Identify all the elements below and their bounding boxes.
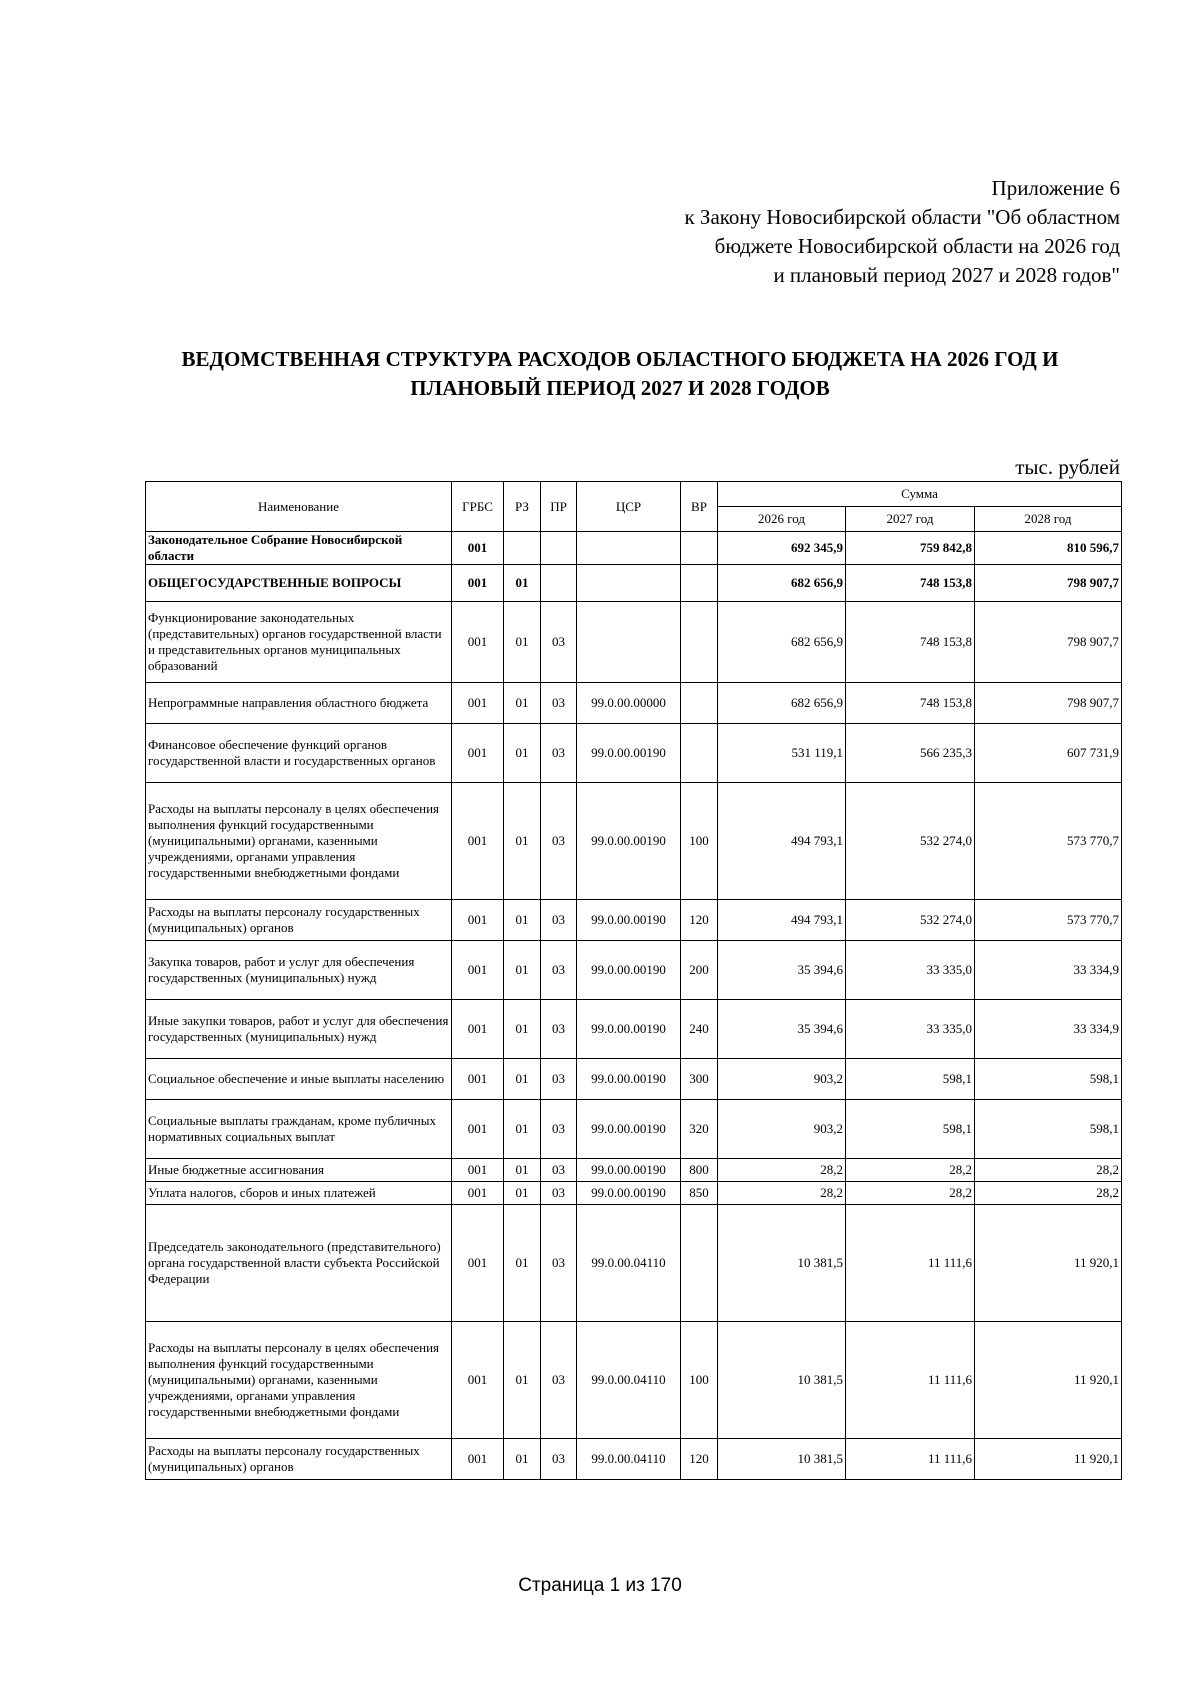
row-pr-cell: 03 [541,941,577,1000]
row-amount-2028-cell: 11 920,1 [975,1205,1122,1322]
row-grbs-cell: 001 [452,1205,504,1322]
units-label: тыс. рублей [1015,455,1120,479]
row-amount-2027-cell: 566 235,3 [846,724,975,783]
row-amount-2027-cell: 748 153,8 [846,683,975,724]
row-rz-cell: 01 [504,900,541,941]
row-pr-cell: 03 [541,1059,577,1100]
row-csr-cell [577,565,681,602]
row-grbs-cell: 001 [452,1182,504,1205]
row-grbs-cell: 001 [452,683,504,724]
row-amount-2027-cell: 759 842,8 [846,532,975,565]
row-rz-cell: 01 [504,783,541,900]
row-amount-2027-cell: 748 153,8 [846,565,975,602]
row-amount-2028-cell: 607 731,9 [975,724,1122,783]
row-amount-2026-cell: 10 381,5 [718,1322,846,1439]
row-grbs-cell: 001 [452,532,504,565]
row-amount-2026-cell: 10 381,5 [718,1205,846,1322]
row-grbs-cell: 001 [452,724,504,783]
row-csr-cell: 99.0.00.00190 [577,783,681,900]
table-row [146,1322,1122,1439]
row-pr-cell: 03 [541,1000,577,1059]
row-grbs-cell: 001 [452,1100,504,1159]
row-vr-cell: 120 [681,1439,718,1480]
row-amount-2028-cell: 11 920,1 [975,1322,1122,1439]
header-year-2028: 2028 год [975,507,1122,532]
row-name-cell: Социальные выплаты гражданам, кроме публичных нормативных социальных выплат [146,1100,452,1159]
row-name-cell: Расходы на выплаты персоналу в целях обеспечения выполнения функций государственными (муниципальными) органами, казенными учреждениями, органами управления государственными внебюджетными фондами [146,1322,452,1439]
row-vr-cell: 240 [681,1000,718,1059]
row-pr-cell: 03 [541,1100,577,1159]
row-amount-2028-cell: 798 907,7 [975,565,1122,602]
table-row [146,1100,1122,1159]
row-vr-cell: 300 [681,1059,718,1100]
header-vr: ВР [681,482,718,532]
appendix-line: к Закону Новосибирской области "Об областном [684,205,1120,229]
row-rz-cell: 01 [504,1059,541,1100]
row-name-cell: Председатель законодательного (представительного) органа государственной власти субъекта Российской Федерации [146,1205,452,1322]
row-amount-2027-cell: 11 111,6 [846,1205,975,1322]
row-grbs-cell: 001 [452,900,504,941]
row-vr-cell: 800 [681,1159,718,1182]
header-rz: РЗ [504,482,541,532]
document-title-line-1: ВЕДОМСТВЕННАЯ СТРУКТУРА РАСХОДОВ ОБЛАСТНОГО БЮДЖЕТА НА 2026 ГОД И [181,347,1059,371]
table-row [146,783,1122,900]
row-name-cell: Расходы на выплаты персоналу государственных (муниципальных) органов [146,1439,452,1480]
row-vr-cell: 200 [681,941,718,1000]
row-amount-2027-cell: 11 111,6 [846,1322,975,1439]
row-amount-2027-cell: 532 274,0 [846,900,975,941]
row-name-cell: Расходы на выплаты персоналу в целях обеспечения выполнения функций государственными (муниципальными) органами, казенными учреждениями, органами управления государственными внебюджетными фондами [146,783,452,900]
row-vr-cell [681,602,718,683]
row-amount-2026-cell: 494 793,1 [718,783,846,900]
row-rz-cell [504,532,541,565]
appendix-note [560,174,1120,290]
row-name-cell: Расходы на выплаты персоналу государственных (муниципальных) органов [146,900,452,941]
row-rz-cell: 01 [504,724,541,783]
row-pr-cell: 03 [541,1439,577,1480]
row-grbs-cell: 001 [452,1439,504,1480]
row-amount-2026-cell: 494 793,1 [718,900,846,941]
row-csr-cell: 99.0.00.00190 [577,1159,681,1182]
row-csr-cell: 99.0.00.00190 [577,1000,681,1059]
row-amount-2027-cell: 33 335,0 [846,941,975,1000]
row-grbs-cell: 001 [452,1000,504,1059]
row-csr-cell: 99.0.00.00190 [577,900,681,941]
row-grbs-cell: 001 [452,1322,504,1439]
row-pr-cell: 03 [541,683,577,724]
table-row [146,1205,1122,1322]
row-grbs-cell: 001 [452,565,504,602]
row-amount-2026-cell: 35 394,6 [718,941,846,1000]
header-sum: Сумма [718,482,1122,507]
row-amount-2027-cell: 28,2 [846,1159,975,1182]
row-vr-cell: 850 [681,1182,718,1205]
row-grbs-cell: 001 [452,1159,504,1182]
row-pr-cell: 03 [541,1205,577,1322]
row-csr-cell [577,602,681,683]
row-amount-2027-cell: 11 111,6 [846,1439,975,1480]
row-rz-cell: 01 [504,1159,541,1182]
row-vr-cell: 100 [681,783,718,900]
row-amount-2026-cell: 903,2 [718,1059,846,1100]
row-csr-cell: 99.0.00.00000 [577,683,681,724]
row-pr-cell: 03 [541,602,577,683]
row-vr-cell [681,683,718,724]
table-row [146,602,1122,683]
table-row [146,1439,1122,1480]
row-amount-2028-cell: 28,2 [975,1159,1122,1182]
row-amount-2028-cell: 798 907,7 [975,683,1122,724]
row-vr-cell: 100 [681,1322,718,1439]
row-amount-2028-cell: 810 596,7 [975,532,1122,565]
row-name-cell: Уплата налогов, сборов и иных платежей [146,1182,452,1205]
row-name-cell: ОБЩЕГОСУДАРСТВЕННЫЕ ВОПРОСЫ [146,565,452,602]
row-amount-2026-cell: 682 656,9 [718,602,846,683]
row-amount-2028-cell: 798 907,7 [975,602,1122,683]
row-pr-cell: 03 [541,1182,577,1205]
document-title [100,345,1140,403]
row-amount-2027-cell: 598,1 [846,1059,975,1100]
row-amount-2028-cell: 573 770,7 [975,783,1122,900]
table-row [146,1182,1122,1205]
header-year-2027: 2027 год [846,507,975,532]
row-amount-2026-cell: 10 381,5 [718,1439,846,1480]
row-csr-cell: 99.0.00.00190 [577,941,681,1000]
row-amount-2028-cell: 11 920,1 [975,1439,1122,1480]
page-counter: Страница 1 из 170 [518,1575,682,1596]
table-row [146,565,1122,602]
row-pr-cell [541,532,577,565]
header-grbs: ГРБС [452,482,504,532]
row-pr-cell: 03 [541,724,577,783]
row-amount-2026-cell: 35 394,6 [718,1000,846,1059]
row-rz-cell: 01 [504,565,541,602]
table-row [146,900,1122,941]
row-amount-2026-cell: 28,2 [718,1159,846,1182]
header-name: Наименование [146,482,452,532]
row-pr-cell [541,565,577,602]
row-csr-cell: 99.0.00.04110 [577,1439,681,1480]
row-csr-cell: 99.0.00.00190 [577,1059,681,1100]
row-rz-cell: 01 [504,602,541,683]
row-rz-cell: 01 [504,1000,541,1059]
table-row [146,1000,1122,1059]
row-amount-2026-cell: 682 656,9 [718,565,846,602]
header-csr: ЦСР [577,482,681,532]
appendix-line: и плановый период 2027 и 2028 годов" [773,263,1120,287]
table-row [146,1059,1122,1100]
row-grbs-cell: 001 [452,602,504,683]
row-rz-cell: 01 [504,1439,541,1480]
row-rz-cell: 01 [504,1100,541,1159]
row-amount-2028-cell: 33 334,9 [975,1000,1122,1059]
table-row [146,532,1122,565]
row-name-cell: Иные закупки товаров, работ и услуг для обеспечения государственных (муниципальных) нужд [146,1000,452,1059]
row-rz-cell: 01 [504,1322,541,1439]
row-name-cell: Финансовое обеспечение функций органов государственной власти и государственных органов [146,724,452,783]
row-amount-2027-cell: 532 274,0 [846,783,975,900]
row-csr-cell: 99.0.00.00190 [577,724,681,783]
appendix-line: бюджете Новосибирской области на 2026 год [714,234,1120,258]
row-amount-2026-cell: 531 119,1 [718,724,846,783]
row-amount-2027-cell: 598,1 [846,1100,975,1159]
row-amount-2028-cell: 573 770,7 [975,900,1122,941]
row-amount-2028-cell: 598,1 [975,1100,1122,1159]
row-amount-2027-cell: 33 335,0 [846,1000,975,1059]
row-amount-2028-cell: 33 334,9 [975,941,1122,1000]
row-csr-cell: 99.0.00.00190 [577,1100,681,1159]
row-csr-cell: 99.0.00.00190 [577,1182,681,1205]
row-grbs-cell: 001 [452,941,504,1000]
row-vr-cell [681,724,718,783]
table-row [146,941,1122,1000]
header-pr: ПР [541,482,577,532]
row-name-cell: Функционирование законодательных (представительных) органов государственной власти и представительных органов муниципальных образований [146,602,452,683]
row-amount-2027-cell: 748 153,8 [846,602,975,683]
row-csr-cell: 99.0.00.04110 [577,1205,681,1322]
row-vr-cell: 320 [681,1100,718,1159]
appendix-line: Приложение 6 [991,176,1120,200]
row-amount-2027-cell: 28,2 [846,1182,975,1205]
row-amount-2026-cell: 28,2 [718,1182,846,1205]
row-vr-cell [681,565,718,602]
row-name-cell: Закупка товаров, работ и услуг для обеспечения государственных (муниципальных) нужд [146,941,452,1000]
row-amount-2026-cell: 903,2 [718,1100,846,1159]
row-name-cell: Социальное обеспечение и иные выплаты населению [146,1059,452,1100]
row-pr-cell: 03 [541,1159,577,1182]
row-rz-cell: 01 [504,1182,541,1205]
table-row [146,683,1122,724]
table-row [146,724,1122,783]
row-rz-cell: 01 [504,683,541,724]
row-vr-cell: 120 [681,900,718,941]
row-name-cell: Иные бюджетные ассигнования [146,1159,452,1182]
table-row [146,1159,1122,1182]
row-name-cell: Непрограммные направления областного бюджета [146,683,452,724]
row-pr-cell: 03 [541,783,577,900]
row-vr-cell [681,532,718,565]
row-pr-cell: 03 [541,1322,577,1439]
row-grbs-cell: 001 [452,783,504,900]
row-amount-2026-cell: 692 345,9 [718,532,846,565]
budget-table [145,481,1122,1480]
row-rz-cell: 01 [504,941,541,1000]
row-csr-cell [577,532,681,565]
header-year-2026: 2026 год [718,507,846,532]
row-amount-2028-cell: 28,2 [975,1182,1122,1205]
row-rz-cell: 01 [504,1205,541,1322]
row-amount-2028-cell: 598,1 [975,1059,1122,1100]
row-amount-2026-cell: 682 656,9 [718,683,846,724]
document-title-line-2: ПЛАНОВЫЙ ПЕРИОД 2027 И 2028 ГОДОВ [410,376,830,400]
row-vr-cell [681,1205,718,1322]
row-csr-cell: 99.0.00.04110 [577,1322,681,1439]
row-grbs-cell: 001 [452,1059,504,1100]
row-pr-cell: 03 [541,900,577,941]
row-name-cell: Законодательное Собрание Новосибирской области [146,532,452,565]
